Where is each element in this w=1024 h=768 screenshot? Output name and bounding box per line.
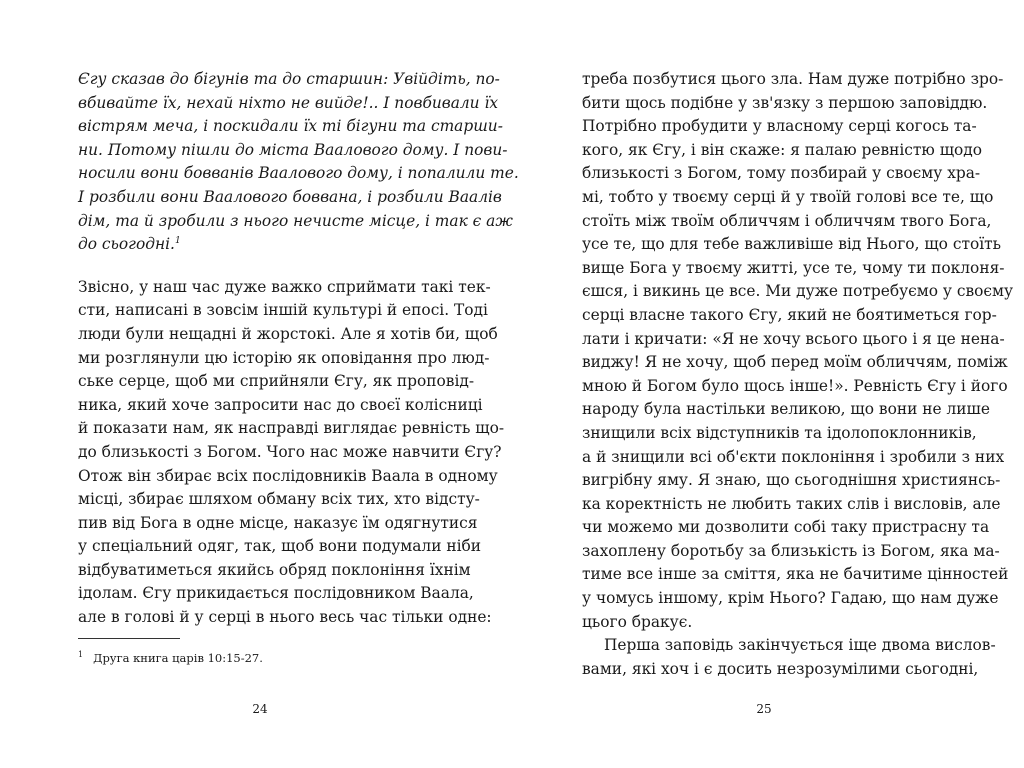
body-line: треба позбутися цього зла. Нам дуже потрібно зро- (582, 70, 1004, 88)
footnote (78, 647, 263, 666)
quote-last-line (78, 233, 446, 257)
body-line: а й знищили всі об'єкти поклоніння і зробили з них (582, 447, 1005, 466)
body-line: вигрібну яму. Я знаю, що сьогоднішня християнсь- (582, 471, 1001, 490)
body-line: народу була настільки великою, що вони не лише (582, 400, 990, 419)
quote-line: І розбили вони Ваалового боввана, і розбили Ваалів (78, 187, 502, 206)
body-line: лати і кричати: «Я не хочу всього цього і я це нена- (582, 329, 1005, 348)
footnote-mark: 1 (78, 650, 84, 659)
body-line: ка коректність не любить таких слів і висловів, але (582, 494, 1001, 513)
body-line: сти, написані в зовсім іншій культурі й епосі. Тоді (78, 301, 488, 320)
body-line: стоїть між твоїм обличчям і обличчям твого Бога, (582, 211, 992, 230)
body-line: у спеціальний одяг, так, щоб вони подумали ніби (78, 537, 482, 556)
body-line: ське серце, щоб ми сприйняли Єгу, як проповід- (78, 372, 475, 391)
body-line: у чомусь іншому, крім Нього? Гадаю, що нам дуже (582, 589, 999, 608)
body-line: люди були нещадні й жорстокі. Але я хотів би, щоб (78, 324, 498, 343)
footnote-reference[interactable]: 1 (174, 236, 181, 247)
body-line: Потрібно пробудити у власному серці когось та- (582, 117, 977, 136)
body-line: місці, збирає шляхом обману всіх тих, хто відсту- (78, 490, 480, 509)
quote-line: ни. Потому пішли до міста Ваалового дому. І пови- (78, 140, 508, 159)
footnote-divider (78, 638, 180, 639)
body-line: єшся, і викинь це все. Ми дуже потребуємо у своєму (582, 282, 1014, 301)
quote-line: Єгу сказав до бігунів та до старшин: Увійдіть, по- (78, 70, 500, 88)
quote-line: носили вони бовванів Ваалового дому, і попалили те. (78, 164, 519, 183)
body-line: кого, як Єгу, і він скаже: я палаю ревністю щодо (582, 140, 983, 159)
body-line: серці власне такого Єгу, який не боятиметься гор- (582, 305, 997, 324)
body-line: відбуватиметься якийсь обряд поклоніння їхнім (78, 560, 471, 579)
body-line: до близькості з Богом. Чого нас може навчити Єгу? (78, 442, 502, 461)
body-line: ідолам. Єгу прикидається послідовником Ваала, (78, 584, 474, 603)
footnote-text: Друга книга царів 10:15-27. (93, 650, 263, 665)
body-line: мною й Богом було щось інше!». Ревність Єгу і його (582, 376, 1008, 395)
body-line: вами, які хоч і є досить незрозумілими сьогодні, (582, 659, 979, 678)
body-line: цього бракує. (582, 612, 693, 631)
right-page (512, 0, 1024, 768)
quote-line: до сьогодні. (78, 235, 175, 254)
body-paragraph (582, 634, 996, 681)
body-line: близькості з Богом, тому позбирай у своєму хра- (582, 164, 981, 183)
body-line: Звісно, у наш час дуже важко сприймати такі тек- (78, 277, 491, 296)
quote-line: дім, та й зробили з нього нечисте місце, і так є аж (78, 211, 513, 230)
body-line: пив від Бога в одне місце, наказує їм одягнутися (78, 513, 478, 532)
body-line: ника, який хоче запросити нас до своєї колісниці (78, 395, 483, 414)
body-line: але в голові й у серці в нього весь час тільки одне: (78, 608, 492, 627)
body-line: мі, тобто у твоєму серці й у твоїй голові все те, що (582, 187, 994, 206)
scripture-quote (78, 68, 519, 257)
body-paragraph (582, 68, 1014, 634)
body-line: виджу! Я не хочу, щоб перед моїм обличчям, поміж (582, 353, 1008, 372)
body-line: ми розглянули цю історію як оповідання про люд- (78, 348, 490, 367)
body-line: Отож він збирає всіх послідовників Ваала в одному (78, 466, 498, 485)
body-line: знищили всіх відступників та ідолопоклонників, (582, 423, 977, 442)
body-line: Перша заповідь закінчується іще двома вислов- (604, 636, 996, 655)
body-line: й показати нам, як насправді виглядає ревність що- (78, 419, 505, 438)
left-text-block (78, 68, 519, 630)
body-line: вище Бога у твоєму житті, усе те, чому ти поклоня- (582, 258, 1005, 277)
body-line: бити щось подібне у зв'язку з першою заповіддю. (582, 93, 988, 112)
body-line: захоплену боротьбу за близькість із Богом, яка ма- (582, 541, 1000, 560)
body-line: усе те, що для тебе важливіше від Нього, що стоїть (582, 235, 1002, 254)
body-paragraph (78, 276, 505, 630)
body-line: тиме все інше за сміття, яка не бачитиме цінностей (582, 565, 1009, 584)
body-line: чи можемо ми дозволити собі таку пристрасну та (582, 518, 990, 537)
page-number-left: 24 (252, 702, 268, 716)
quote-line: вбивайте їх, нехай ніхто не вийде!.. І повбивали їх (78, 93, 499, 112)
paragraph-gap (78, 257, 446, 276)
page-number-right: 25 (756, 702, 772, 716)
right-text-block (582, 68, 1014, 681)
quote-line: вістрям меча, і поскидали їх ті бігуни та старши- (78, 117, 503, 136)
